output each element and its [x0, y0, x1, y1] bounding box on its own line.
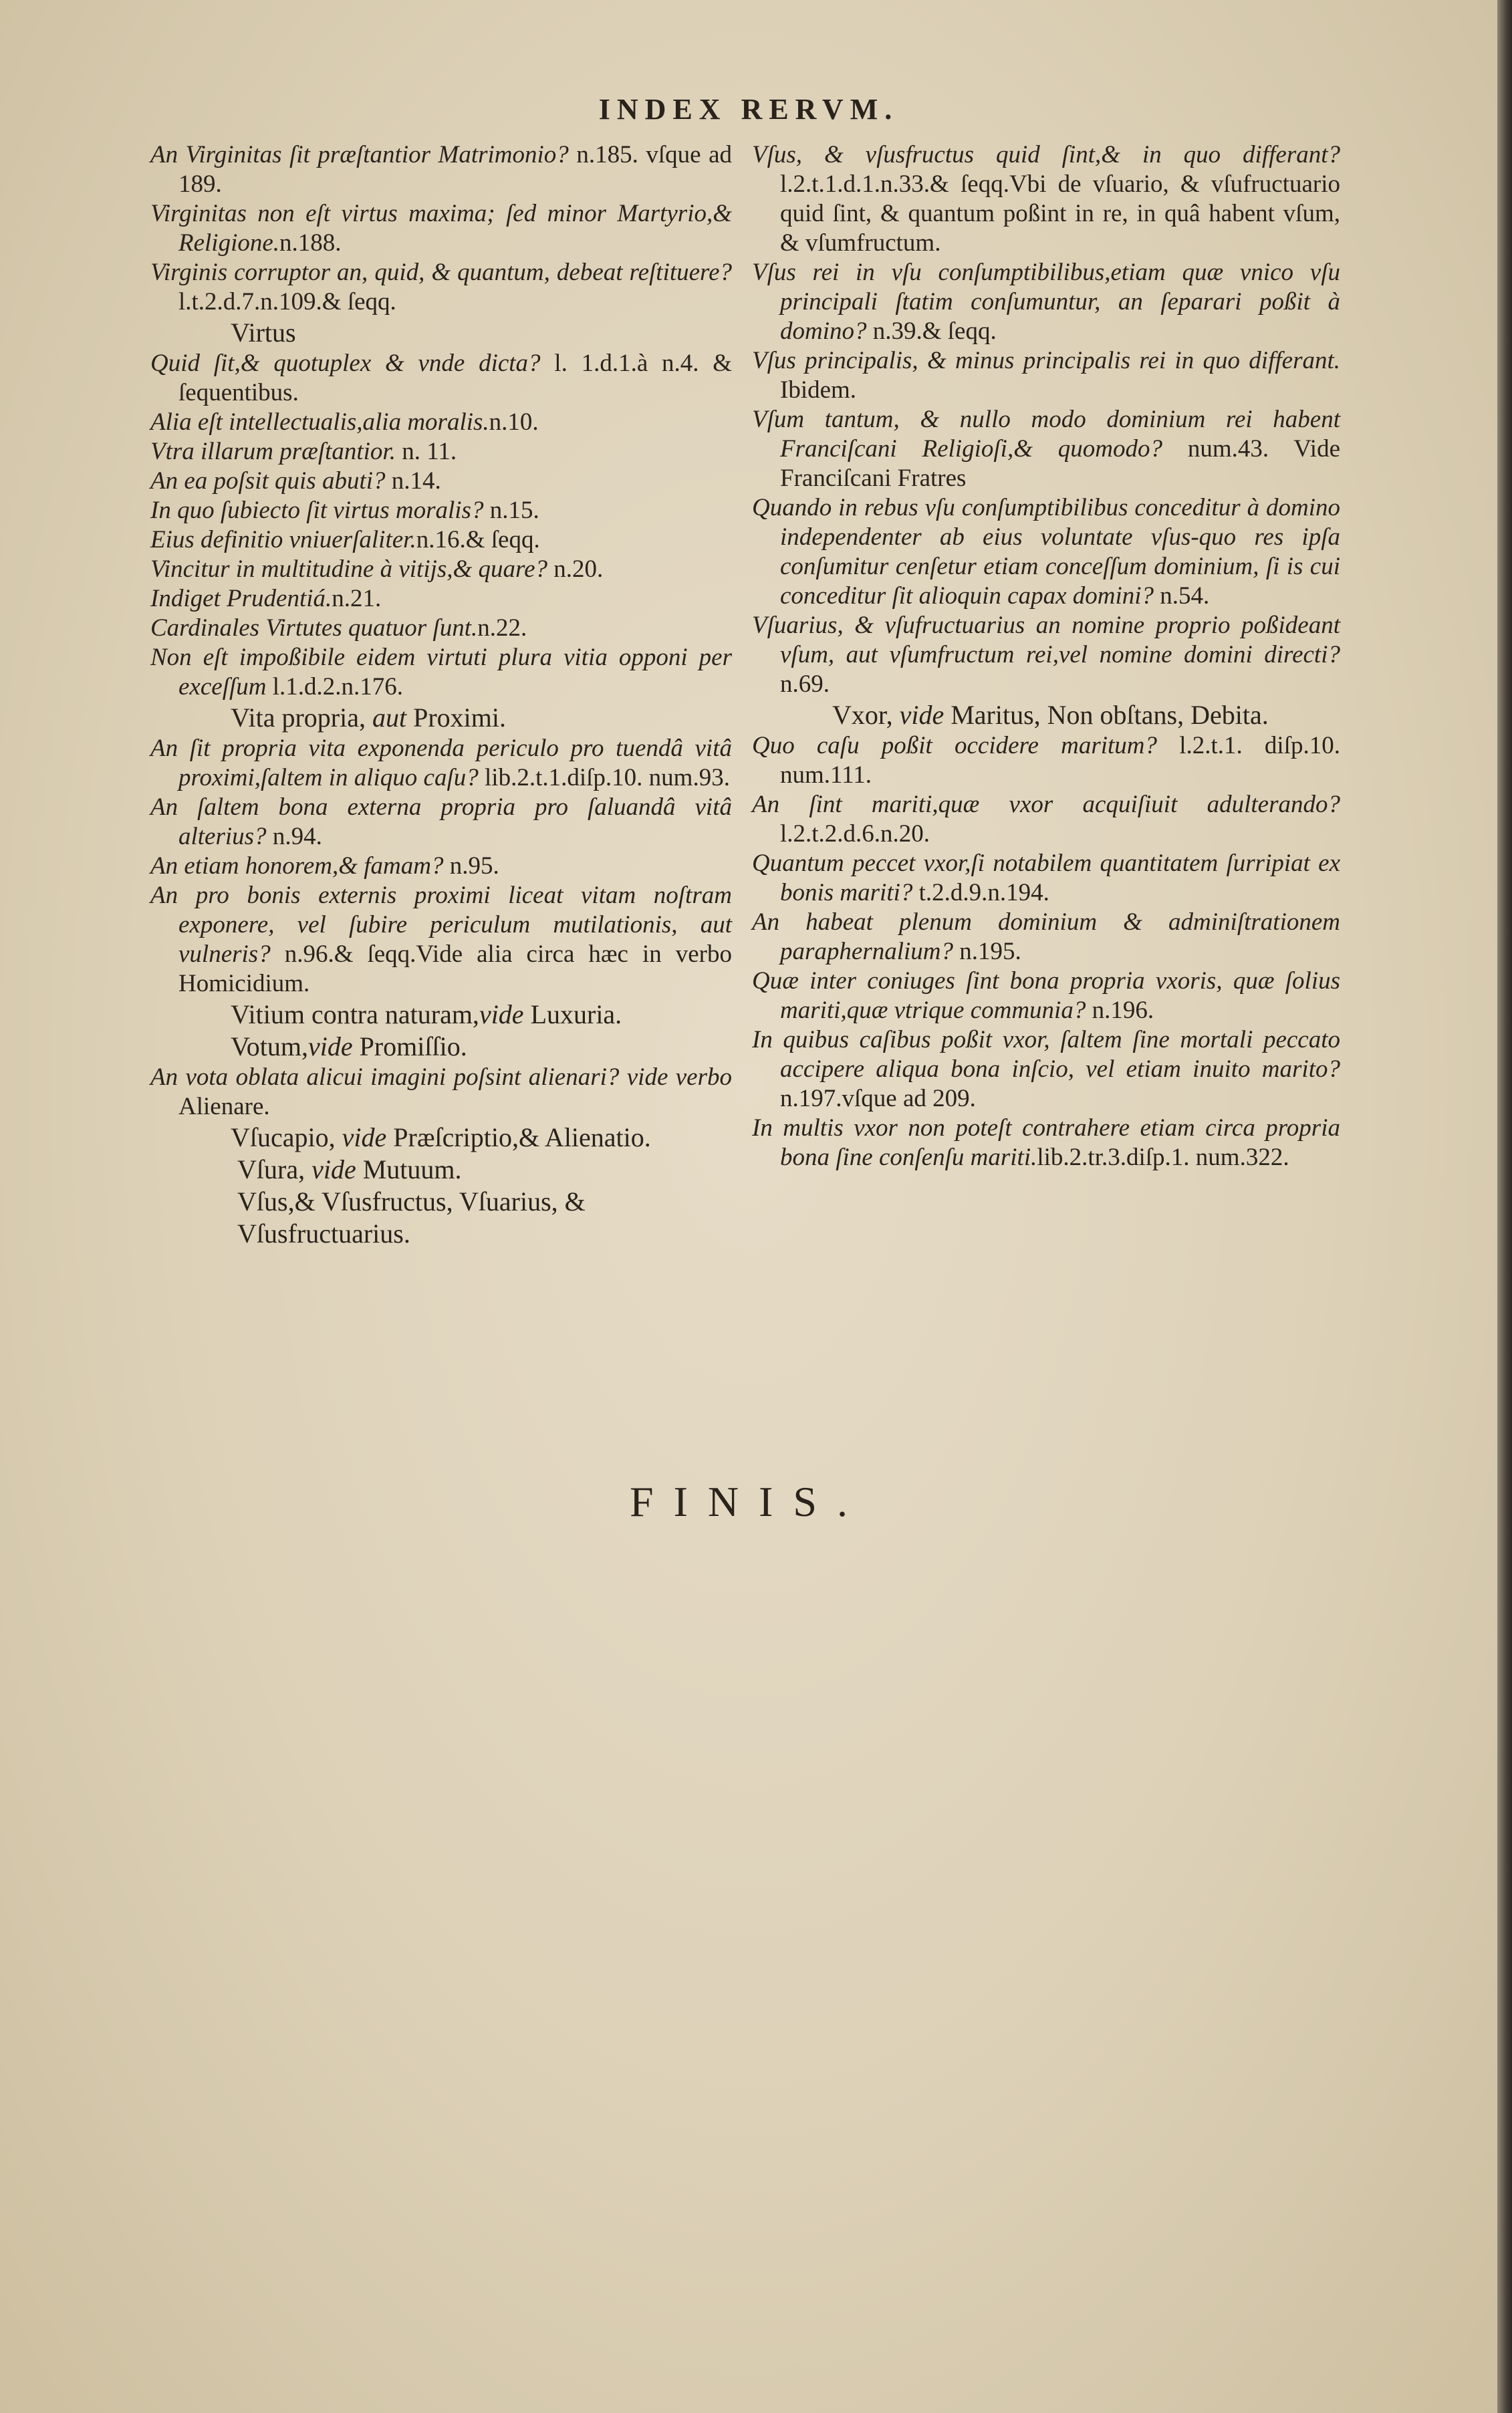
- entry-reference: n.196.: [1092, 997, 1154, 1024]
- entry-reference: l.1.d.2.n.176.: [272, 673, 404, 701]
- entry-reference: n.188.: [279, 229, 342, 257]
- entry-reference: lib.2.tr.3.diſp.1. num.322.: [1037, 1144, 1289, 1171]
- entry-reference: n.22.: [477, 614, 527, 642]
- heading-cross-ref-target: Maritus, Non obſtans, Debita.: [944, 700, 1269, 730]
- index-entry: [752, 140, 1340, 258]
- index-entry: [150, 614, 732, 643]
- index-entry: [150, 1063, 732, 1122]
- entry-text: Quantum peccet vxor,ſi notabilem quantitatem ſurripiat ex bonis mariti?: [752, 850, 1340, 906]
- page-edge: [1497, 0, 1512, 2413]
- index-heading: [150, 1154, 732, 1186]
- left-column: [150, 140, 732, 1250]
- heading-cross-ref-word: vide: [311, 1154, 356, 1184]
- index-entry: [752, 790, 1340, 849]
- entry-reference: l.2.t.2.d.6.n.20.: [780, 820, 930, 848]
- heading-text: Vxor,: [832, 700, 900, 730]
- entry-reference: n.54.: [1160, 582, 1210, 610]
- entry-reference: lib.2.t.1.diſp.10. num.93.: [485, 764, 730, 791]
- entry-text: Quid ſit,& quotuplex & vnde dicta?: [150, 350, 555, 377]
- entry-text: Vſus principalis, & minus principalis rei in quo differant.: [752, 347, 1340, 374]
- heading-text: Virtus: [231, 318, 296, 348]
- page-header: INDEX RERVM.: [598, 93, 899, 126]
- index-entry: [150, 643, 732, 702]
- entry-text: In quibus caſibus poßit vxor, ſaltem ſine mortali peccato accipere aliqua bona inſcio, vel etiam inuito marito?: [752, 1026, 1340, 1083]
- entry-text: Quo caſu poßit occidere maritum?: [752, 732, 1180, 759]
- index-heading: [150, 1186, 732, 1250]
- entry-reference: l. 1.d.1.à n.4. & ſequentibus.: [178, 350, 732, 406]
- index-heading: [150, 702, 732, 734]
- entry-text: Cardinales Virtutes quatuor ſunt.: [150, 614, 478, 642]
- index-heading: [150, 1122, 732, 1154]
- heading-cross-ref-word: vide: [899, 700, 944, 730]
- index-entry: [150, 881, 732, 999]
- entry-text: Alia eſt intellectualis,alia moralis.: [150, 408, 489, 436]
- entry-reference: t.2.d.9.n.194.: [918, 879, 1049, 906]
- index-entry: [752, 1025, 1340, 1114]
- heading-cross-ref-word: vide: [479, 999, 524, 1029]
- entry-text: Vincitur in multitudine à vitijs,& quare?: [150, 555, 554, 583]
- entry-reference: l.t.2.d.7.n.109.& ſeqq.: [178, 288, 396, 315]
- entry-text: Quæ inter coniuges ſint bona propria vxoris, quæ ſolius mariti,quæ vtrique communia?: [752, 967, 1340, 1024]
- entry-reference: Alienare.: [178, 1093, 270, 1120]
- index-entry: [752, 258, 1340, 346]
- entry-text: An vota oblata alicui imagini poſsint alienari? vide verbo: [150, 1063, 732, 1091]
- heading-cross-ref-target: Præſcriptio,& Alienatio.: [386, 1122, 651, 1152]
- entry-reference: l.2.t.1.d.1.n.33.& ſeqq.Vbi de vſuario, & vſufructuario quid ſint, & quantum poßint in re, in quâ habent vſum, & vſumfructum.: [780, 170, 1340, 257]
- index-heading: [752, 699, 1340, 731]
- heading-cross-ref-target: Mutuum.: [356, 1154, 462, 1184]
- entry-text: Vtra illarum præſtantior.: [150, 438, 402, 465]
- entry-reference: n.95.: [449, 852, 499, 880]
- index-entry: [150, 467, 732, 496]
- index-entry: [150, 496, 732, 525]
- entry-text: An ſit propria vita exponenda periculo pro tuendâ vitâ proximi,ſaltem in aliquo caſu?: [150, 735, 732, 791]
- entry-text: Quando in rebus vſu conſumptibilibus conceditur à domino independenter ab eius voluntate vſus-quo res ipſa conſumitur cenſetur etiam conceſſum dominium, ſi is cui conceditur ſit alioquin capax domini?: [752, 494, 1340, 610]
- heading-text: Vſus,& Vſusfructus, Vſuarius, & Vſusfructuarius.: [237, 1186, 586, 1249]
- index-entry: [752, 405, 1340, 493]
- entry-text: Vſum tantum, & nullo modo dominium rei habent Franciſcani Religioſi,& quomodo?: [752, 406, 1340, 463]
- entry-reference: n.69.: [780, 670, 830, 698]
- heading-text: Vitium contra naturam,: [231, 999, 479, 1029]
- heading-cross-ref-word: aut: [372, 703, 407, 733]
- entry-reference: n.94.: [272, 823, 322, 850]
- heading-cross-ref-target: Promiſſio.: [352, 1031, 467, 1061]
- entry-reference: n.14.: [391, 467, 441, 495]
- entry-text: Indiget Prudentiá.: [150, 585, 332, 612]
- finis-text: FINIS.: [629, 1478, 868, 1525]
- entry-text: Eius definitio vniuerſaliter.: [150, 526, 416, 553]
- entry-reference: n.20.: [553, 555, 604, 583]
- index-entry: [150, 199, 732, 258]
- heading-text: Vita propria,: [231, 703, 372, 733]
- entry-text: An Virginitas ſit præſtantior Matrimonio?: [150, 141, 577, 168]
- entry-reference: n.21.: [332, 585, 382, 612]
- index-entry: [752, 967, 1340, 1025]
- index-entry: [150, 852, 732, 881]
- index-entry: [752, 493, 1340, 611]
- index-entry: [150, 408, 732, 437]
- index-entry: [752, 731, 1340, 790]
- index-entry: [752, 908, 1340, 967]
- index-entry: [752, 611, 1340, 699]
- entry-text: An ſaltem bona externa propria pro ſaluandâ vitâ alterius?: [150, 793, 732, 850]
- entry-text: An ſint mariti,quæ vxor acquiſiuit adulterando?: [752, 791, 1340, 818]
- index-entry: [150, 349, 732, 408]
- heading-cross-ref-target: Luxuria.: [523, 999, 622, 1029]
- entry-text: In multis vxor non poteſt contrahere etiam circa propria bona ſine conſenſu mariti.: [752, 1114, 1340, 1171]
- entry-reference: num.43. Vide Franciſcani Fratres: [780, 435, 1341, 492]
- heading-cross-ref-target: Proximi.: [406, 703, 507, 733]
- index-heading: [150, 1031, 732, 1063]
- entry-text: Vſus, & vſusfructus quid ſint,& in quo differant?: [752, 141, 1340, 168]
- index-entry: [150, 584, 732, 614]
- entry-text: An ea poſsit quis abuti?: [150, 467, 392, 495]
- index-entry: [150, 525, 732, 555]
- entry-reference: l.2.t.1. diſp.10. num.111.: [780, 732, 1340, 789]
- entry-text: Vſus rei in vſu conſumptibilibus,etiam quæ vnico vſu principali ſtatim conſumuntur, an ſeparari poßit à domino?: [752, 259, 1340, 345]
- entry-reference: n.197.vſque ad 209.: [780, 1085, 976, 1112]
- index-entry: [150, 793, 732, 852]
- index-heading: [150, 317, 732, 349]
- entry-text: Virginitas non eſt virtus maxima; ſed minor Martyrio,& Religione.: [150, 200, 732, 257]
- heading-cross-ref-word: vide: [342, 1122, 387, 1152]
- entry-reference: n.16.& ſeqq.: [416, 526, 540, 553]
- right-column: [752, 140, 1340, 1172]
- heading-text: Votum,: [231, 1031, 308, 1061]
- index-entry: [150, 258, 732, 317]
- index-heading: [150, 999, 732, 1031]
- index-entry: [150, 140, 732, 199]
- heading-cross-ref-word: vide: [307, 1031, 353, 1061]
- index-entry: [150, 734, 732, 793]
- index-entry: [752, 346, 1340, 405]
- entry-text: Vſuarius, & vſufructuarius an nomine proprio poßideant vſum, aut vſumfructum rei,vel nomine domini directi?: [752, 612, 1340, 668]
- entry-reference: n.39.& ſeqq.: [872, 318, 997, 345]
- entry-text: Virginis corruptor an, quid, & quantum, debeat reſtituere?: [150, 259, 732, 286]
- entry-reference: n.10.: [489, 408, 539, 436]
- entry-text: In quo ſubiecto ſit virtus moralis?: [150, 497, 490, 524]
- entry-text: Non eſt impoßibile eidem virtuti plura vitia opponi per exceſſum: [150, 644, 732, 701]
- index-entry: [752, 1114, 1340, 1172]
- entry-reference: n.195.: [959, 938, 1021, 965]
- index-entry: [752, 849, 1340, 908]
- index-entry: [150, 437, 732, 467]
- entry-text: An pro bonis externis proximi liceat vitam noſtram exponere, vel ſubire periculum mutilationis, aut vulneris?: [150, 882, 732, 968]
- heading-text: Vſucapio,: [231, 1122, 342, 1152]
- entry-reference: Ibidem.: [780, 376, 857, 404]
- entry-reference: n.96.& ſeqq.Vide alia circa hæc in verbo Homicidium.: [178, 940, 732, 997]
- entry-reference: n. 11.: [402, 438, 457, 465]
- entry-text: An habeat plenum dominium & adminiſtrationem paraphernalium?: [752, 908, 1340, 965]
- entry-text: An etiam honorem,& famam?: [150, 852, 450, 880]
- index-entry: [150, 555, 732, 584]
- entry-reference: n.15.: [489, 497, 539, 524]
- heading-text: Vſura,: [237, 1154, 312, 1184]
- entry-reference: n.185. vſque ad 189.: [178, 141, 732, 198]
